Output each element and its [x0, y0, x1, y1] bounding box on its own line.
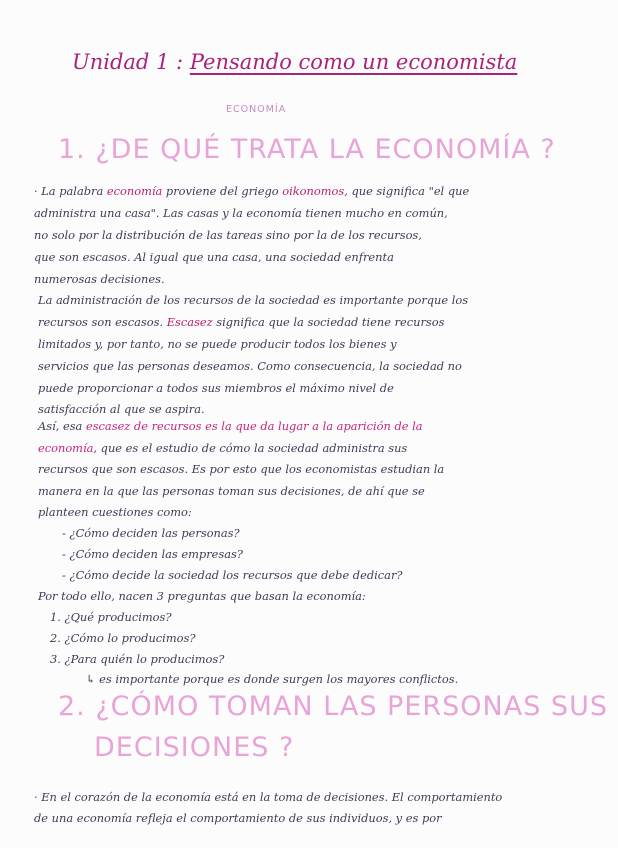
text-run: recursos son escasos.	[38, 315, 167, 329]
text-run: · En el corazón de la economía está en la toma de decisiones. El comportamiento	[34, 790, 503, 804]
p3-line	[38, 462, 444, 476]
text-run: no solo por la distribución de las tareas sino por la de los recursos,	[34, 228, 422, 242]
text-run: Por todo ello, nacen 3 preguntas que basan la economía:	[38, 589, 366, 603]
text-run: , que significa "el que	[344, 184, 470, 198]
questions_list-line	[62, 526, 240, 540]
text-run: manera en la que las personas toman sus decisiones, de ahí que se	[38, 484, 425, 498]
p3-line	[38, 484, 425, 498]
p1-line	[34, 272, 165, 286]
text-run: - ¿Cómo deciden las personas?	[62, 526, 240, 540]
p1-line	[34, 228, 422, 242]
p1-line	[34, 206, 448, 220]
text-run: recursos que son escasos. Es por esto que los economistas estudian la	[38, 462, 445, 476]
text-run: proviene del griego	[162, 184, 283, 198]
text-run: significa que la sociedad tiene recursos	[212, 315, 445, 329]
text-run: 1. ¿Qué producimos?	[50, 610, 172, 624]
text-run: limitados y, por tanto, no se puede producir todos los bienes y	[38, 337, 397, 351]
p2-line	[38, 315, 445, 329]
p2-line	[38, 402, 205, 416]
unit-title	[72, 50, 517, 74]
highlighted-term: economía	[106, 184, 163, 198]
text-run: - ¿Cómo decide la sociedad los recursos que debe dedicar?	[62, 568, 403, 582]
p2-line	[38, 293, 468, 307]
text-run: ↳ es importante porque es donde surgen los mayores conflictos.	[86, 672, 459, 686]
p5-line	[34, 811, 442, 825]
text-run: , que es el estudio de cómo la sociedad administra sus	[93, 441, 408, 455]
text-run: planteen cuestiones como:	[38, 505, 192, 519]
text-run: La administración de los recursos de la sociedad es importante porque los	[38, 293, 469, 307]
text-run: satisfacción al que se aspira.	[38, 402, 205, 416]
p5-line	[34, 790, 502, 804]
text-run: · La palabra	[34, 184, 107, 198]
highlighted-term: oikonomos	[282, 184, 345, 198]
p2-line	[38, 337, 397, 351]
section-tag: ECONOMÍA	[226, 104, 287, 115]
unit-topic: Pensando como un economista	[189, 50, 518, 74]
text-run: 3. ¿Para quién lo producimos?	[50, 652, 225, 666]
p1-line	[34, 250, 394, 264]
text-run: administra una casa". Las casas y la economía tienen mucho en común,	[34, 206, 448, 220]
unit-label: Unidad 1 :	[72, 50, 184, 74]
numbered-line	[50, 652, 224, 666]
text-run: servicios que las personas deseamos. Como consecuencia, la sociedad no	[38, 359, 462, 373]
text-run: puede proporcionar a todos sus miembros el máximo nivel de	[38, 381, 394, 395]
p2-line	[38, 381, 394, 395]
text-run: que son escasos. Al igual que una casa, una sociedad enfrenta	[34, 250, 394, 264]
numbered-line	[50, 610, 172, 624]
text-run: - ¿Cómo deciden las empresas?	[62, 547, 243, 561]
text-run: de una economía refleja el comportamiento de sus individuos, y es por	[34, 811, 442, 825]
text-run: 2. ¿Cómo lo producimos?	[50, 631, 196, 645]
heading-2-line-1: 2. ¿CÓMO TOMAN LAS PERSONAS SUS	[58, 691, 608, 722]
questions_list-line	[62, 568, 403, 582]
p3-line	[38, 505, 192, 519]
highlighted-term: economía	[38, 441, 94, 455]
heading-1: 1. ¿DE QUÉ TRATA LA ECONOMÍA ?	[58, 134, 556, 165]
p2-line	[38, 359, 462, 373]
heading-2-line-2: DECISIONES ?	[94, 732, 295, 763]
highlighted-term: escasez de recursos es la que da lugar a la aparición de la	[85, 419, 423, 433]
questions_list-line	[62, 547, 243, 561]
p4-line	[38, 589, 366, 603]
highlighted-term: Escasez	[166, 315, 213, 329]
arrow_note-line	[86, 672, 458, 686]
text-run: Así, esa	[38, 419, 86, 433]
p1-line	[34, 184, 469, 198]
text-run: numerosas decisiones.	[34, 272, 165, 286]
numbered-line	[50, 631, 195, 645]
p3-line	[38, 441, 407, 455]
p3-line	[38, 419, 423, 433]
